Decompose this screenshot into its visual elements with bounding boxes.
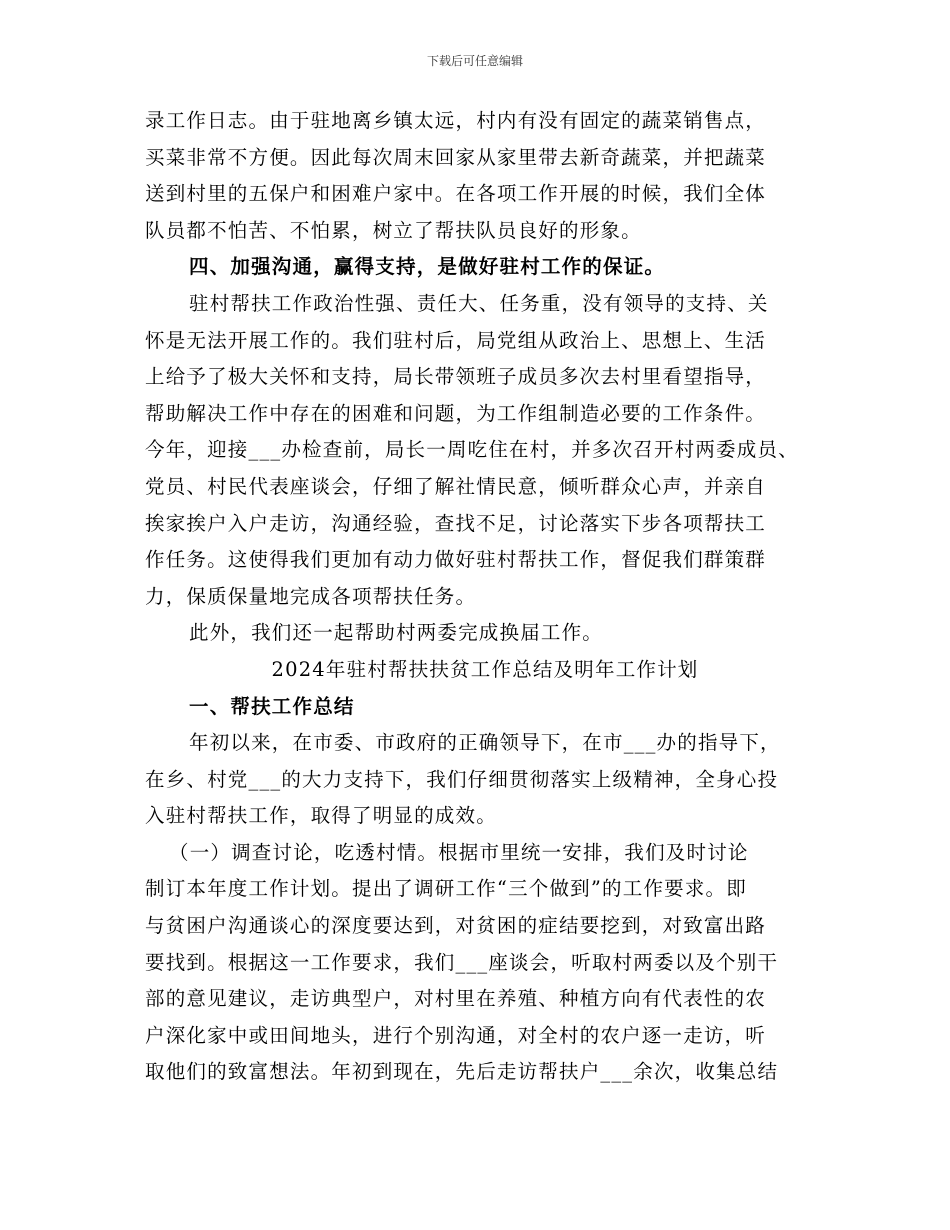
- section-heading: 四、加强沟通，赢得支持，是做好驻村工作的保证。: [189, 255, 666, 279]
- paragraph-line: 买菜非常不方便。因此每次周末回家从家里带去新奇蔬菜，并把蔬菜: [145, 145, 767, 169]
- section-heading: 一、帮扶工作总结: [189, 694, 355, 718]
- paragraph-line: 要找到。根据这一工作要求，我们___座谈会，听取村两委以及个别干: [145, 950, 779, 974]
- paragraph-line: （一）调查讨论，吃透村情。根据市里统一安排，我们及时讨论: [169, 840, 749, 864]
- paragraph-line: 年初以来，在市委、市政府的正确领导下，在市___办的指导下，: [189, 731, 781, 755]
- paragraph-line: 今年，迎接___办检查前，局长一周吃住在村，并多次召开村两委成员、: [145, 438, 799, 462]
- paragraph-line: 上给予了极大关怀和支持，局长带领班子成员多次去村里看望指导，: [145, 365, 767, 389]
- document-body: [145, 103, 825, 1091]
- paragraph-line: 怀是无法开展工作的。我们驻村后，局党组从政治上、思想上、生活: [145, 328, 767, 352]
- paragraph-line: 队员都不怕苦、不怕累，树立了帮扶队员良好的形象。: [145, 218, 642, 242]
- paragraph-line: 入驻村帮扶工作，取得了明显的成效。: [145, 804, 497, 828]
- paragraph-line: 取他们的致富想法。年初到现在，先后走访帮扶户___余次，收集总结: [145, 1060, 779, 1084]
- paragraph-line: 送到村里的五保户和困难户家中。在各项工作开展的时候，我们全体: [145, 182, 767, 206]
- paragraph-line: 驻村帮扶工作政治性强、责任大、任务重，没有领导的支持、关: [189, 291, 769, 315]
- document-title: 2024年驻村帮扶扶贫工作总结及明年工作计划: [271, 657, 699, 681]
- paragraph-line: 户深化家中或田间地头，进行个别沟通，对全村的农户逐一走访，听: [145, 1023, 767, 1047]
- paragraph-line: 此外，我们还一起帮助村两委完成换届工作。: [189, 621, 604, 645]
- paragraph-line: 在乡、村党___的大力支持下，我们仔细贯彻落实上级精神，全身心投: [145, 767, 779, 791]
- page-header: 下载后可任意编辑: [426, 54, 523, 68]
- paragraph-line: 党员、村民代表座谈会，仔细了解社情民意，倾听群众心声，并亲自: [145, 474, 767, 498]
- paragraph-line: 作任务。这使得我们更加有动力做好驻村帮扶工作，督促我们群策群: [145, 548, 767, 572]
- paragraph-line: 帮助解决工作中存在的困难和问题，为工作组制造必要的工作条件。: [145, 401, 767, 425]
- paragraph-line: 挨家挨户入户走访，沟通经验，查找不足，讨论落实下步各项帮扶工: [145, 511, 767, 535]
- paragraph-line: 录工作日志。由于驻地离乡镇太远，村内有没有固定的蔬菜销售点，: [145, 109, 767, 132]
- paragraph-line: 与贫困户沟通谈心的深度要达到，对贫困的症结要挖到，对致富出路: [145, 914, 767, 938]
- paragraph-line: 部的意见建议，走访典型户，对村里在养殖、种植方向有代表性的农: [145, 987, 767, 1011]
- paragraph-line: 力，保质保量地完成各项帮扶任务。: [145, 584, 477, 608]
- paragraph-line: 制订本年度工作计划。提出了调研工作“三个做到”的工作要求。即: [145, 877, 747, 901]
